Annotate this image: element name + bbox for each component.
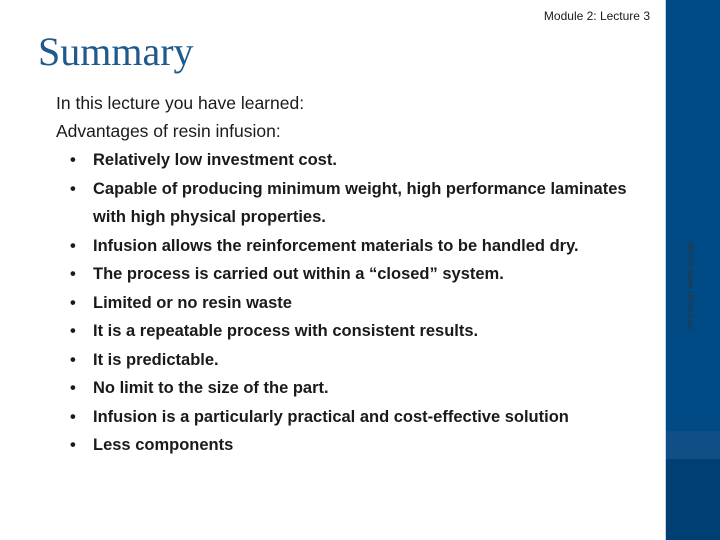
- bullet-icon: •: [70, 236, 76, 255]
- list-item-text: It is predictable.: [93, 350, 219, 369]
- intro-block: [56, 89, 304, 145]
- bullet-icon: •: [70, 407, 76, 426]
- list-item-text: Infusion is a particularly practical and cost-effective solution: [93, 407, 569, 426]
- bullet-icon: •: [70, 265, 76, 283]
- bullet-icon: •: [70, 379, 76, 397]
- slide-title: Summary: [38, 29, 194, 74]
- list-item-text: Limited or no resin waste: [93, 293, 292, 312]
- bullet-icon: •: [70, 179, 76, 198]
- intro-line-learned: In this lecture you have learned:: [56, 93, 305, 113]
- list-item: [70, 374, 655, 403]
- list-item: [70, 317, 655, 346]
- bullet-icon: •: [70, 436, 76, 454]
- list-item-text: The process is carried out within a “closed” system.: [93, 265, 504, 283]
- bullet-icon: •: [70, 293, 76, 312]
- list-item: [70, 346, 655, 375]
- bullet-icon: •: [70, 322, 76, 340]
- credit-label: 2019 Skagit Valley College: [685, 241, 695, 331]
- list-item: [70, 232, 655, 261]
- list-item: [70, 403, 655, 432]
- list-item-text: Capable of producing minimum weight, high performance laminates with high physical properties.: [93, 179, 627, 226]
- bullet-icon: •: [70, 151, 76, 169]
- list-item: [70, 260, 655, 289]
- list-item-text: Relatively low investment cost.: [93, 151, 337, 169]
- list-item-text: It is a repeatable process with consistent results.: [93, 322, 479, 340]
- module-label: Module 2: Lecture 3: [543, 9, 650, 23]
- list-item: [70, 289, 655, 318]
- advantages-list: [70, 146, 655, 460]
- bullet-icon: •: [70, 350, 76, 369]
- sidebar-bar-upper: [666, 0, 720, 431]
- intro-line-advantages: Advantages of resin infusion:: [56, 121, 281, 141]
- list-item-text: Less components: [93, 436, 234, 454]
- list-item: [70, 175, 655, 232]
- sidebar-bar-accent: [666, 431, 720, 459]
- list-item-text: Infusion allows the reinforcement materials to be handled dry.: [93, 236, 579, 255]
- list-item: [70, 146, 655, 175]
- list-item-text: No limit to the size of the part.: [93, 379, 329, 397]
- list-item: [70, 431, 655, 460]
